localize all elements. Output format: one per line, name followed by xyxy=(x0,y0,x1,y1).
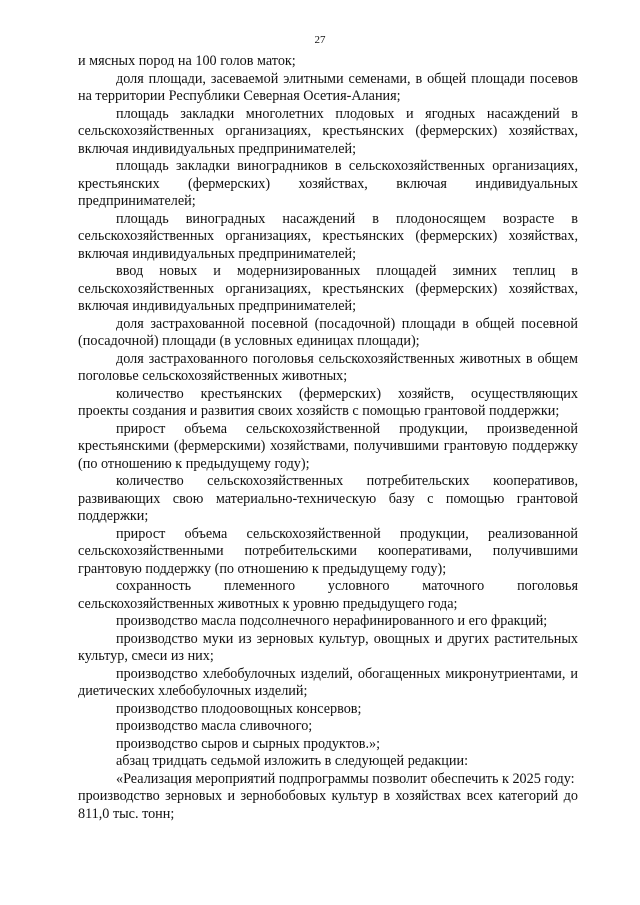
paragraph: доля застрахованной посевной (посадочной) площади в общей посевной (посадочной) площади (в условных единицах площади); xyxy=(78,315,578,349)
paragraph: количество сельскохозяйственных потребительских кооперативов, развивающих свою материально-техническую базу с помощью грантовой поддержки; xyxy=(78,473,578,524)
paragraph: доля застрахованного поголовья сельскохозяйственных животных в общем поголовье сельскохозяйственных животных; xyxy=(78,350,578,384)
document-body xyxy=(78,53,578,823)
paragraph: доля площади, засеваемой элитными семенами, в общей площади посевов на территории Республики Северная Осетия-Алания; xyxy=(78,70,578,104)
paragraph: производство зерновых и зернобобовых культур в хозяйствах всех категорий до 811,0 тыс. тонн; xyxy=(78,788,578,822)
paragraph: и мясных пород на 100 голов маток; xyxy=(78,53,296,69)
paragraph: прирост объема сельскохозяйственной продукции, произведенной крестьянскими (фермерскими) хозяйствами, получившими грантовую поддержку (по отношению к предыдущему году); xyxy=(78,420,578,472)
paragraph: сохранность племенного условного маточного поголовья сельскохозяйственных животных к уровню предыдущего года; xyxy=(78,578,578,612)
paragraph: производство хлебобулочных изделий, обогащенных микронутриентами, и диетических хлебобулочных изделий; xyxy=(78,665,578,699)
paragraph: площадь закладки виноградников в сельскохозяйственных организациях, крестьянских (фермерских) хозяйствах, включая индивидуальных предпринимателей; xyxy=(78,158,578,209)
paragraph: производство плодоовощных консервов; xyxy=(116,700,362,717)
paragraph: «Реализация мероприятий подпрограммы позволит обеспечить к 2025 году: xyxy=(116,770,575,787)
paragraph: производство сыров и сырных продуктов.»; xyxy=(116,735,381,752)
paragraph: производство масла сливочного; xyxy=(116,718,313,734)
paragraph: ввод новых и модернизированных площадей зимних теплиц в сельскохозяйственных организациях, крестьянских (фермерских) хозяйствах, включая индивидуальных предпринимателей; xyxy=(78,263,578,314)
paragraph: производство масла подсолнечного нерафинированного и его фракций; xyxy=(116,613,548,629)
paragraph: площадь виноградных насаждений в плодоносящем возрасте в сельскохозяйственных организациях, крестьянских (фермерских) хозяйствах, включая индивидуальных предпринимателей; xyxy=(78,210,578,262)
paragraph: производство муки из зерновых культур, овощных и других растительных культур, смеси из них; xyxy=(78,630,578,664)
page-number: 27 xyxy=(314,34,326,46)
paragraph: количество крестьянских (фермерских) хозяйств, осуществляющих проекты создания и развития своих хозяйств с помощью грантовой поддержки; xyxy=(78,385,578,419)
paragraph: абзац тридцать седьмой изложить в следующей редакции: xyxy=(116,753,469,769)
paragraph: прирост объема сельскохозяйственной продукции, реализованной сельскохозяйственными потребительскими кооперативами, получившими грантовую поддержку (по отношению к предыдущему году); xyxy=(78,525,578,577)
paragraph: площадь закладки многолетних плодовых и ягодных насаждений в сельскохозяйственных организациях, крестьянских (фермерских) хозяйствах, включая индивидуальных предпринимателей; xyxy=(78,105,578,157)
